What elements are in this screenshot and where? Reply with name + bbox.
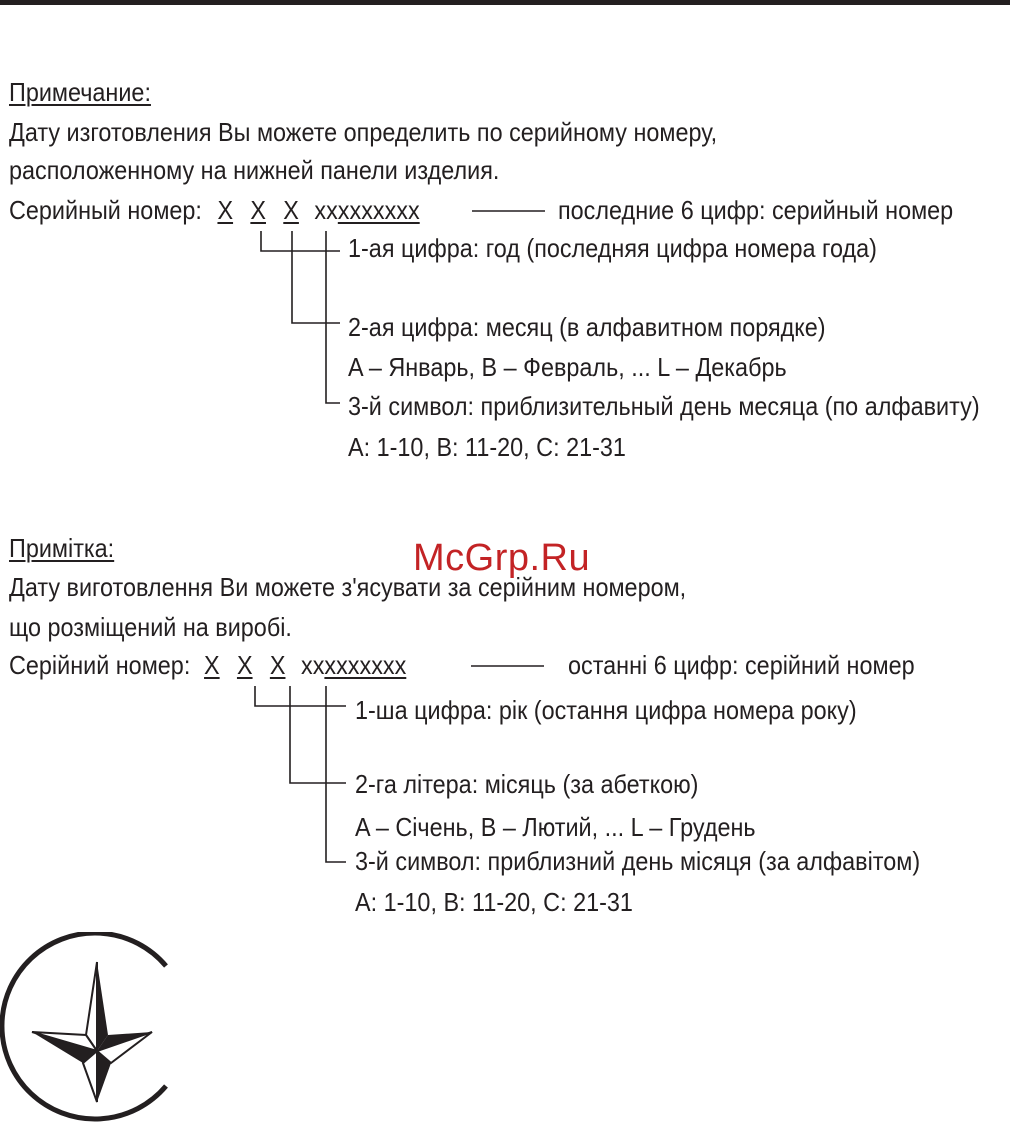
ua-note-line-1: Дату виготовлення Ви можете з'ясувати за серійним номером, — [9, 572, 687, 602]
ua-serial-tail-underlined: xxxxxxx — [324, 650, 407, 680]
mark-arc — [2, 933, 166, 1119]
ukrsepro-conformity-mark-icon — [0, 932, 170, 1122]
ua-serial-x2: X — [236, 650, 253, 680]
ua-connector-3 — [326, 686, 346, 862]
ru-note-heading: Примечание: — [9, 77, 151, 107]
ru-serial-x2: X — [250, 195, 266, 225]
ru-serial-row — [9, 195, 420, 225]
watermark: McGrp.Ru — [413, 537, 591, 579]
ua-note-line-2: що розміщений на виробі. — [9, 612, 292, 642]
ru-serial-tail-plain: xx — [314, 195, 338, 225]
ru-serial-label: Серийный номер: — [9, 195, 202, 225]
ru-serial-description: последние 6 цифр: серийный номер — [558, 195, 954, 225]
ua-serial-x3: X — [269, 650, 286, 680]
ua-serial-tail-plain: xx — [300, 650, 325, 680]
ru-item-1: 1-ая цифра: год (последняя цифра номера года) — [348, 233, 877, 263]
ua-item-1: 1-ша цифра: рік (остання цифра номера року) — [355, 695, 857, 725]
ua-note-heading: Примітка: — [9, 533, 115, 563]
ru-item-3-detail: A: 1-10, B: 11-20, C: 21-31 — [348, 432, 626, 462]
ua-connector-1 — [255, 686, 346, 706]
ua-item-3: 3-й символ: приблизний день місяця (за алфавітом) — [355, 846, 921, 876]
ru-connector-2 — [292, 231, 340, 323]
ru-serial-tail-underlined: xxxxxxx — [337, 195, 420, 225]
ua-item-2-detail: A – Січень, B – Лютий, ... L – Грудень — [355, 812, 756, 842]
ru-note-line-1: Дату изготовления Вы можете определить по серийному номеру, — [9, 117, 718, 147]
ru-note-line-2: расположенному на нижней панели изделия. — [9, 155, 500, 185]
ru-serial-x3: X — [283, 195, 299, 225]
ua-connector-2 — [290, 686, 346, 783]
ua-serial-label: Серійний номер: — [9, 650, 191, 680]
ru-connector-3 — [326, 231, 340, 403]
top-border — [0, 0, 1010, 5]
ua-item-3-detail: A: 1-10, B: 11-20, C: 21-31 — [355, 887, 633, 917]
ru-item-2: 2-ая цифра: месяц (в алфавитном порядке) — [348, 312, 826, 342]
ru-item-3: 3-й символ: приблизительный день месяца (по алфавиту) — [348, 391, 980, 421]
ru-item-2-detail: A – Январь, B – Февраль, ... L – Декабрь — [348, 352, 787, 382]
ua-serial-description: останні 6 цифр: серійний номер — [568, 650, 915, 680]
ua-item-2: 2-га літера: місяць (за абеткою) — [355, 769, 699, 799]
ua-serial-row — [9, 650, 406, 680]
ua-serial-x1: X — [204, 650, 220, 680]
ru-serial-x1: X — [217, 195, 234, 225]
ru-connector-1 — [261, 231, 340, 251]
